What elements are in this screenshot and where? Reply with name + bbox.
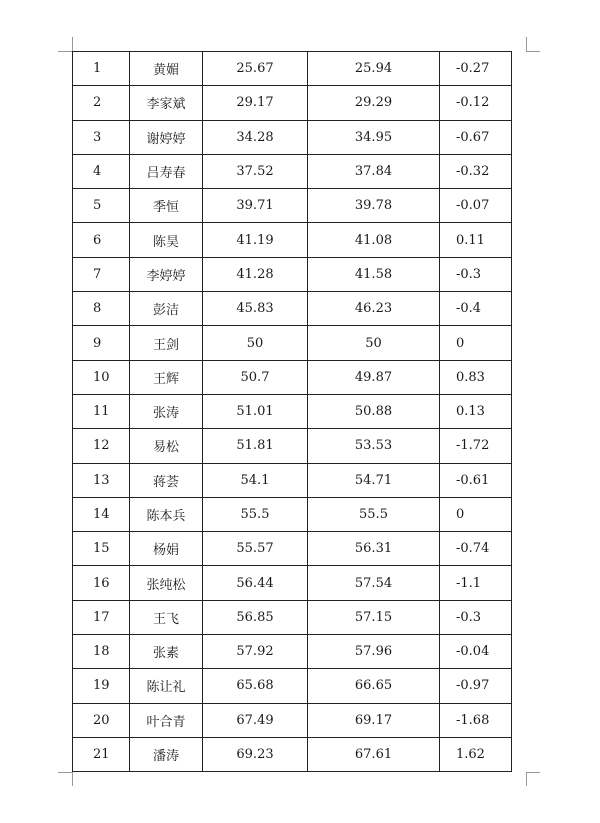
difference: -0.04 xyxy=(440,635,512,669)
value-1: 56.85 xyxy=(203,600,308,634)
difference: -1.68 xyxy=(440,703,512,737)
difference: -0.32 xyxy=(440,154,512,188)
table-row xyxy=(73,600,512,634)
value-2: 55.5 xyxy=(308,497,440,531)
crop-mark-top-right-h xyxy=(526,51,540,52)
value-1: 55.57 xyxy=(203,532,308,566)
value-2: 56.31 xyxy=(308,532,440,566)
value-1: 65.68 xyxy=(203,669,308,703)
row-index: 5 xyxy=(73,189,130,223)
row-index: 7 xyxy=(73,257,130,291)
crop-mark-top-left-v xyxy=(72,37,73,51)
value-2: 57.96 xyxy=(308,635,440,669)
value-1: 55.5 xyxy=(203,497,308,531)
crop-mark-top-left-h xyxy=(58,51,72,52)
difference: -0.61 xyxy=(440,463,512,497)
table-row xyxy=(73,532,512,566)
row-index: 6 xyxy=(73,223,130,257)
value-1: 25.67 xyxy=(203,52,308,86)
table-row xyxy=(73,429,512,463)
row-index: 11 xyxy=(73,394,130,428)
difference: -1.1 xyxy=(440,566,512,600)
table-row xyxy=(73,497,512,531)
value-1: 67.49 xyxy=(203,703,308,737)
crop-mark-bottom-right-h xyxy=(526,772,540,773)
value-1: 45.83 xyxy=(203,292,308,326)
difference: -0.3 xyxy=(440,600,512,634)
difference: 0 xyxy=(440,326,512,360)
row-index: 20 xyxy=(73,703,130,737)
value-2: 50.88 xyxy=(308,394,440,428)
data-table xyxy=(72,51,512,772)
value-2: 66.65 xyxy=(308,669,440,703)
table-row xyxy=(73,120,512,154)
table-row xyxy=(73,326,512,360)
person-name: 叶合青 xyxy=(130,703,203,737)
difference: -0.12 xyxy=(440,86,512,120)
value-1: 57.92 xyxy=(203,635,308,669)
person-name: 王剑 xyxy=(130,326,203,360)
crop-mark-bottom-left-v xyxy=(72,772,73,786)
person-name: 张纯松 xyxy=(130,566,203,600)
crop-mark-bottom-left-h xyxy=(58,772,72,773)
person-name: 杨娟 xyxy=(130,532,203,566)
value-2: 37.84 xyxy=(308,154,440,188)
value-1: 50.7 xyxy=(203,360,308,394)
value-2: 41.58 xyxy=(308,257,440,291)
person-name: 李婷婷 xyxy=(130,257,203,291)
row-index: 2 xyxy=(73,86,130,120)
difference: -0.67 xyxy=(440,120,512,154)
value-2: 67.61 xyxy=(308,737,440,771)
difference: -0.07 xyxy=(440,189,512,223)
row-index: 13 xyxy=(73,463,130,497)
table-row xyxy=(73,463,512,497)
row-index: 21 xyxy=(73,737,130,771)
value-2: 41.08 xyxy=(308,223,440,257)
difference: 0.83 xyxy=(440,360,512,394)
value-1: 50 xyxy=(203,326,308,360)
person-name: 潘涛 xyxy=(130,737,203,771)
value-1: 56.44 xyxy=(203,566,308,600)
value-1: 51.81 xyxy=(203,429,308,463)
table-row xyxy=(73,360,512,394)
row-index: 10 xyxy=(73,360,130,394)
value-2: 29.29 xyxy=(308,86,440,120)
crop-mark-bottom-right-v xyxy=(526,772,527,786)
row-index: 1 xyxy=(73,52,130,86)
value-1: 54.1 xyxy=(203,463,308,497)
person-name: 王辉 xyxy=(130,360,203,394)
row-index: 3 xyxy=(73,120,130,154)
row-index: 12 xyxy=(73,429,130,463)
person-name: 陈让礼 xyxy=(130,669,203,703)
value-2: 54.71 xyxy=(308,463,440,497)
person-name: 吕寿春 xyxy=(130,154,203,188)
value-2: 50 xyxy=(308,326,440,360)
person-name: 谢婷婷 xyxy=(130,120,203,154)
difference: -0.4 xyxy=(440,292,512,326)
person-name: 张涛 xyxy=(130,394,203,428)
value-2: 57.54 xyxy=(308,566,440,600)
person-name: 易松 xyxy=(130,429,203,463)
table-row xyxy=(73,189,512,223)
table-row xyxy=(73,635,512,669)
person-name: 季恒 xyxy=(130,189,203,223)
row-index: 16 xyxy=(73,566,130,600)
difference: 0 xyxy=(440,497,512,531)
difference: 0.11 xyxy=(440,223,512,257)
row-index: 9 xyxy=(73,326,130,360)
table-row xyxy=(73,292,512,326)
person-name: 张素 xyxy=(130,635,203,669)
table-row xyxy=(73,86,512,120)
person-name: 陈昊 xyxy=(130,223,203,257)
value-1: 29.17 xyxy=(203,86,308,120)
row-index: 15 xyxy=(73,532,130,566)
value-2: 34.95 xyxy=(308,120,440,154)
table-row xyxy=(73,566,512,600)
value-2: 69.17 xyxy=(308,703,440,737)
value-2: 46.23 xyxy=(308,292,440,326)
table-row xyxy=(73,223,512,257)
value-2: 53.53 xyxy=(308,429,440,463)
table-row xyxy=(73,737,512,771)
person-name: 黄媚 xyxy=(130,52,203,86)
table-row xyxy=(73,154,512,188)
difference: 0.13 xyxy=(440,394,512,428)
value-2: 39.78 xyxy=(308,189,440,223)
row-index: 17 xyxy=(73,600,130,634)
person-name: 王飞 xyxy=(130,600,203,634)
difference: -0.97 xyxy=(440,669,512,703)
row-index: 19 xyxy=(73,669,130,703)
row-index: 4 xyxy=(73,154,130,188)
row-index: 8 xyxy=(73,292,130,326)
table-row xyxy=(73,52,512,86)
person-name: 彭洁 xyxy=(130,292,203,326)
difference: -0.27 xyxy=(440,52,512,86)
value-1: 41.19 xyxy=(203,223,308,257)
person-name: 蒋荟 xyxy=(130,463,203,497)
value-1: 37.52 xyxy=(203,154,308,188)
value-1: 39.71 xyxy=(203,189,308,223)
value-2: 57.15 xyxy=(308,600,440,634)
table-row xyxy=(73,703,512,737)
person-name: 李家斌 xyxy=(130,86,203,120)
value-1: 41.28 xyxy=(203,257,308,291)
person-name: 陈本兵 xyxy=(130,497,203,531)
value-2: 25.94 xyxy=(308,52,440,86)
value-1: 69.23 xyxy=(203,737,308,771)
difference: -0.3 xyxy=(440,257,512,291)
difference: -0.74 xyxy=(440,532,512,566)
table-row xyxy=(73,669,512,703)
difference: 1.62 xyxy=(440,737,512,771)
row-index: 18 xyxy=(73,635,130,669)
crop-mark-top-right-v xyxy=(526,37,527,51)
row-index: 14 xyxy=(73,497,130,531)
value-2: 49.87 xyxy=(308,360,440,394)
value-1: 51.01 xyxy=(203,394,308,428)
value-1: 34.28 xyxy=(203,120,308,154)
table-row xyxy=(73,257,512,291)
difference: -1.72 xyxy=(440,429,512,463)
table-row xyxy=(73,394,512,428)
